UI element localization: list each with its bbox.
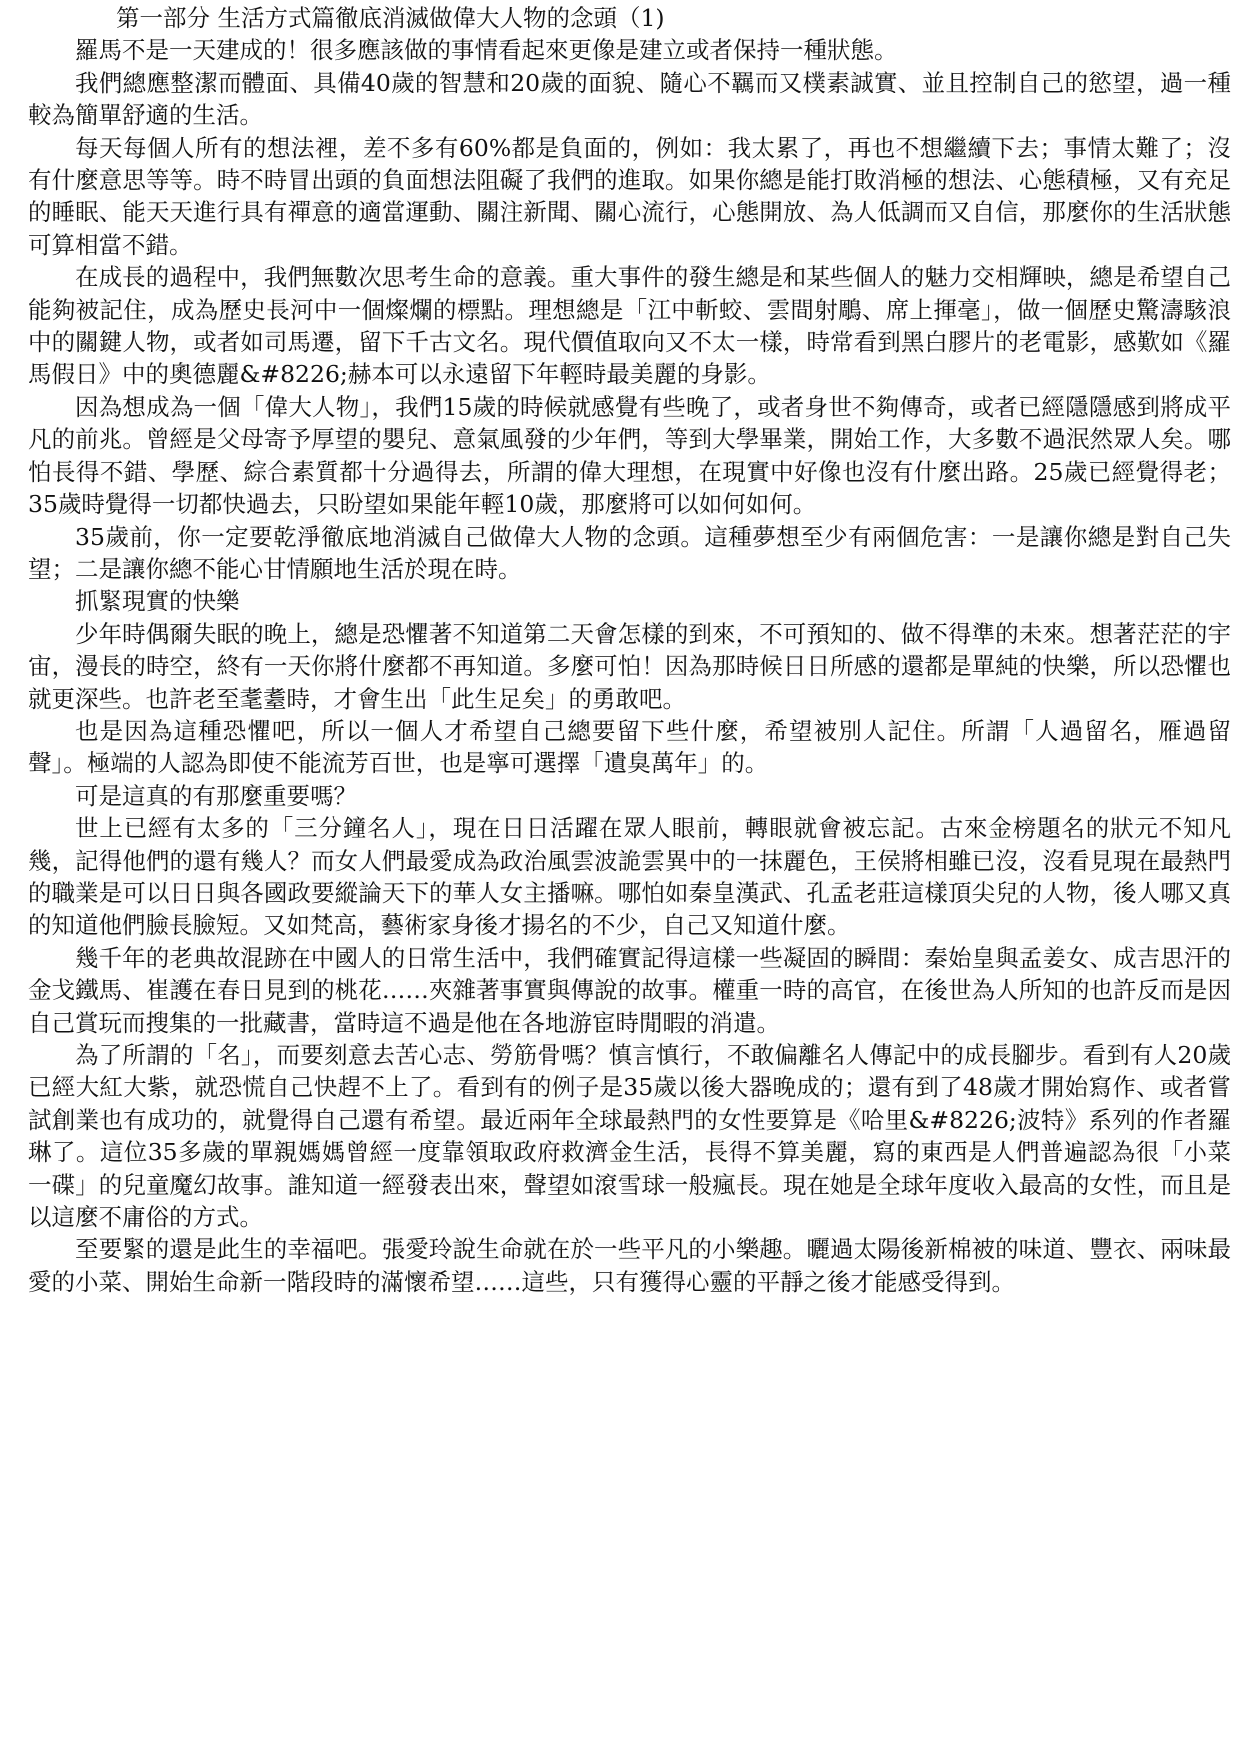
paragraph: 至要緊的還是此生的幸福吧。張愛玲說生命就在於一些平凡的小樂趣。曬過太陽後新棉被的味道、豐衣、兩味最愛的小菜、開始生命新一階段時的滿懷希望……這些，只有獲得心靈的平靜之後才能感受得到。	[28, 1235, 1231, 1296]
document-title: 第一部分 生活方式篇徹底消滅做偉大人物的念頭（1)	[116, 4, 665, 32]
section-question: 可是這真的有那麼重要嗎？	[75, 781, 357, 810]
paragraph: 為了所謂的「名」，而要刻意去苦心志、勞筋骨嗎？慎言慎行，不敢偏離名人傳記中的成長腳步。看到有人20歲已經大紅大紫，就恐慌自己快趕不上了。看到有的例子是35歲以後大器晚成的；還有到了48歲才開始寫作、或者嘗試創業也有成功的，就覺得自己還有希望。最近兩年全球最熱門的女性要算是《哈里&#8226;波特》系列的作者羅琳了。這位35多歲的單親媽媽曾經一度靠領取政府救濟金生活，長得不算美麗，寫的東西是人們普遍認為很「小菜一碟」的兒童魔幻故事。誰知道一經發表出來，聲望如滾雪球一般瘋長。現在她是全球年度收入最高的女性，而且是以這麼不庸俗的方式。	[28, 1041, 1231, 1232]
paragraph: 也是因為這種恐懼吧，所以一個人才希望自己總要留下些什麼，希望被別人記住。所謂「人過留名，雁過留聲」。極端的人認為即使不能流芳百世，也是寧可選擇「遺臭萬年」的。	[28, 716, 1231, 778]
paragraph: 羅馬不是一天建成的！很多應該做的事情看起來更像是建立或者保持一種狀態。	[75, 36, 898, 65]
paragraph: 在成長的過程中，我們無數次思考生命的意義。重大事件的發生總是和某些個人的魅力交相輝映，總是希望自己能夠被記住，成為歷史長河中一個燦爛的標點。理想總是「江中斬蛟、雲間射鵰、席上揮毫」，做一個歷史驚濤駭浪中的關鍵人物，或者如司馬遷，留下千古文名。現代價值取向又不太一樣，時常看到黑白膠片的老電影，感歎如《羅馬假日》中的奧德麗&#8226;赫本可以永遠留下年輕時最美麗的身影。	[28, 263, 1231, 389]
paragraph: 世上已經有太多的「三分鐘名人」，現在日日活躍在眾人眼前，轉眼就會被忘記。古來金榜題名的狀元不知凡幾，記得他們的還有幾人？而女人們最愛成為政治風雲波詭雲異中的一抹麗色，王侯將相雖已沒，沒看見現在最熱門的職業是可以日日與各國政要縱論天下的華人女主播嘛。哪怕如秦皇漢武、孔孟老莊這樣頂尖兒的人物，後人哪又真的知道他們臉長臉短。又如梵高，藝術家身後才揚名的不少，自己又知道什麼。	[28, 814, 1231, 940]
paragraph: 少年時偶爾失眠的晚上，總是恐懼著不知道第二天會怎樣的到來，不可預知的、做不得準的未來。想著茫茫的宇宙，漫長的時空，終有一天你將什麼都不再知道。多麼可怕！因為那時候日日所感的還都是單純的快樂，所以恐懼也就更深些。也許老至耄耋時，才會生出「此生足矣」的勇敢吧。	[28, 619, 1231, 713]
document-body	[28, 2, 1231, 1298]
paragraph: 每天每個人所有的想法裡，差不多有60%都是負面的，例如：我太累了，再也不想繼續下去；事情太難了；沒有什麼意思等等。時不時冒出頭的負面想法阻礙了我們的進取。如果你總是能打敗消極的想法、心態積極，又有充足的睡眠、能天天進行具有禪意的適當運動、關注新聞、關心流行，心態開放、為人低調而又自信，那麼你的生活狀態可算相當不錯。	[28, 133, 1231, 259]
section-heading: 抓緊現實的快樂	[75, 587, 240, 616]
paragraph: 幾千年的老典故混跡在中國人的日常生活中，我們確實記得這樣一些凝固的瞬間：秦始皇與孟姜女、成吉思汗的金戈鐵馬、崔護在春日見到的桃花……夾雜著事實與傳說的故事。權重一時的高官，在後世為人所知的也許反而是因自己賞玩而搜集的一批藏書，當時這不過是他在各地游宦時閒暇的消遣。	[28, 943, 1231, 1037]
paragraph: 因為想成為一個「偉大人物」，我們15歲的時候就感覺有些晚了，或者身世不夠傳奇，或者已經隱隱感到將成平凡的前兆。曾經是父母寄予厚望的嬰兒、意氣風發的少年們，等到大學畢業，開始工作，大多數不過泯然眾人矣。哪怕長得不錯、學歷、綜合素質都十分過得去，所謂的偉大理想，在現實中好像也沒有什麼出路。25歲已經覺得老；35歲時覺得一切都快過去，只盼望如果能年輕10歲，那麼將可以如何如何。	[28, 392, 1231, 519]
paragraph: 我們總應整潔而體面、具備40歲的智慧和20歲的面貌、隨心不羈而又樸素誠實、並且控制自己的慾望，過一種較為簡單舒適的生活。	[28, 68, 1231, 130]
paragraph: 35歲前，你一定要乾淨徹底地消滅自己做偉大人物的念頭。這種夢想至少有兩個危害：一是讓你總是對自己失望；二是讓你總不能心甘情願地生活於現在時。	[28, 522, 1231, 583]
